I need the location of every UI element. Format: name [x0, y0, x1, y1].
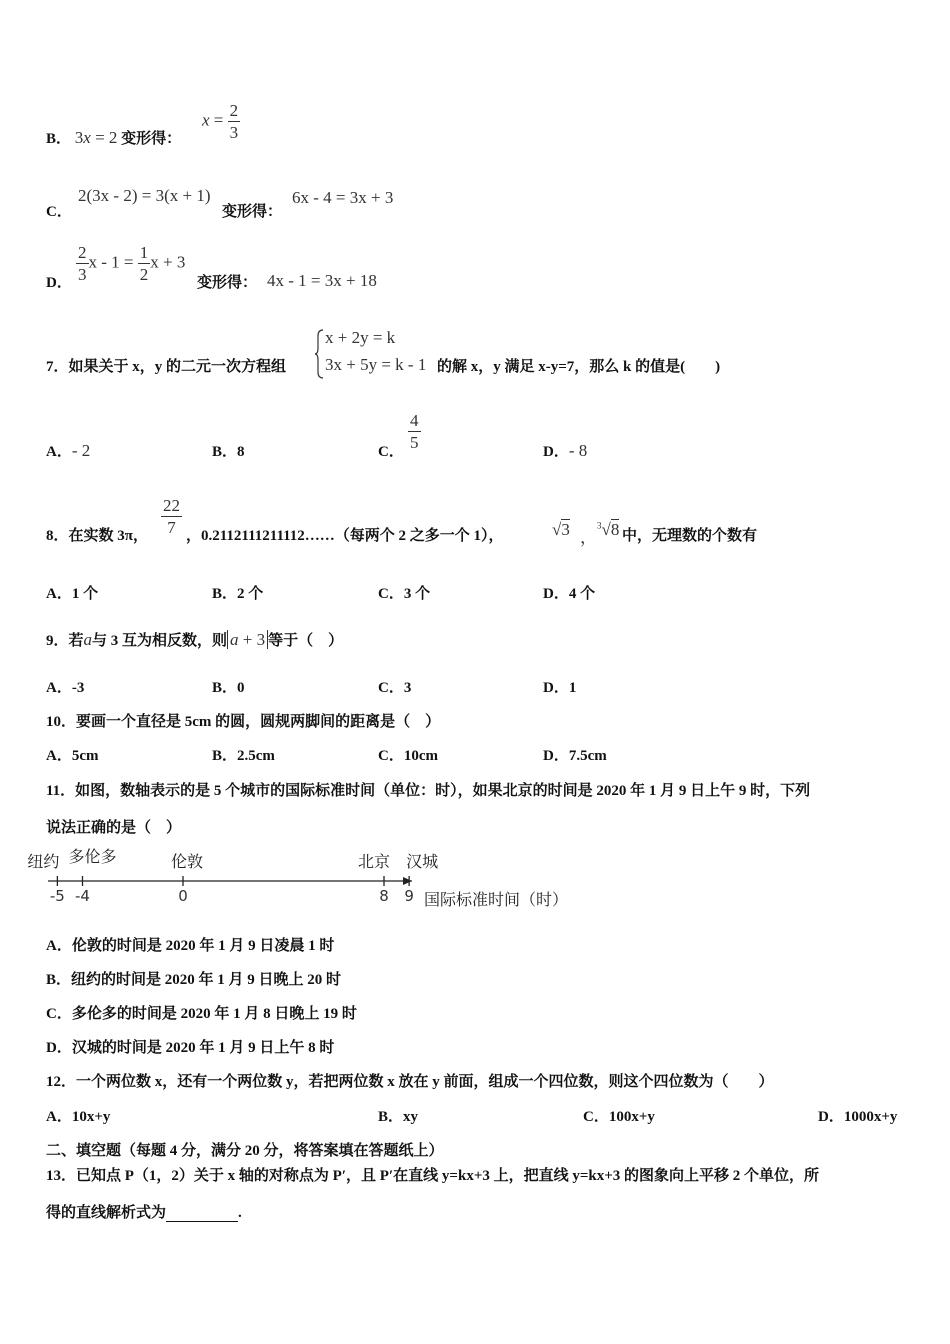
q9-option-d: D．1: [543, 680, 577, 696]
q8-option-a: A．1 个: [46, 586, 99, 602]
q9-stem: 9．若a与 3 互为相反数，则 a + 3 等于（ ）: [46, 630, 344, 649]
q10-option-c: C．10cm: [378, 748, 438, 764]
q8-stem-post: 中，无理数的个数有: [622, 528, 758, 544]
q11-option-a: A．伦敦的时间是 2020 年 1 月 9 日凌晨 1 时: [46, 938, 335, 954]
q8-option-b: B．2 个: [212, 586, 264, 602]
q6-c-equation: 2(3x - 2) = 3(x + 1): [78, 186, 211, 205]
q7-option-c-fraction: $\frac{4}{5}$: [410, 411, 419, 452]
city-label: 伦敦: [171, 852, 204, 871]
transform-label: 变形得：: [121, 131, 182, 147]
q6-d-transform: 变形得：: [197, 275, 258, 291]
equation-1: x + 2y = k: [325, 328, 396, 347]
axis-arrow-icon: [403, 877, 412, 885]
option-label: B．: [46, 131, 72, 147]
q11-stem-line2: 说法正确的是（ ）: [46, 820, 182, 836]
q12-option-b: B．xy: [378, 1109, 419, 1125]
q6-option-d-label: D．: [46, 275, 72, 291]
axis-label: 国际标准时间（时）: [424, 890, 569, 909]
q7-stem-post: 的解 x，y 满足 x-y=7，那么 k 的值是( ): [437, 359, 721, 375]
tick-label: 9: [404, 887, 414, 905]
tick-label: 0: [178, 887, 188, 905]
q7-stem-pre: 7．如果关于 x，y 的二元一次方程组: [46, 359, 287, 375]
q8-stem-pre: 8．在实数 3π，: [46, 528, 148, 544]
answer-blank[interactable]: [166, 1207, 238, 1222]
q11-option-b: B．纽约的时间是 2020 年 1 月 9 日晚上 20 时: [46, 972, 342, 988]
q13-line1: 13．已知点 P（1，2）关于 x 轴的对称点为 P′，且 P′在直线 y=kx+3 上，把直线 y=kx+3 的图象向上平移 2 个单位，所: [46, 1168, 820, 1184]
q10-option-d: D．7.5cm: [543, 748, 607, 764]
q8-comma: ，: [580, 528, 597, 547]
q12-stem: 12．一个两位数 x，还有一个两位数 y，若把两位数 x 放在 y 前面，组成一个四位数，则这个四位数为（ ）: [46, 1074, 774, 1090]
q9-option-c: C．3: [378, 680, 412, 696]
city-label: 纽约: [27, 852, 60, 871]
q6-option-b: [46, 127, 181, 148]
variable-a: a: [83, 630, 93, 649]
section-title: 二、填空题（每题 4 分，满分 20 分，将答案填在答题纸上）: [46, 1143, 444, 1159]
q13-line2: 得的直线解析式为 .: [46, 1205, 242, 1221]
q6-d-equation: $\frac{2}{3}$ x - 1 = $\frac{1}{2}$ x + 3: [78, 243, 186, 284]
q8-option-c: C．3 个: [378, 586, 431, 602]
q8-cbrt: $^3$√8: [597, 520, 620, 539]
q11-option-c: C．多伦多的时间是 2020 年 1 月 8 日晚上 19 时: [46, 1006, 357, 1022]
q10-stem: 10．要画一个直径是 5cm 的圆，圆规两脚间的距离是（ ）: [46, 714, 441, 730]
q8-fraction: $\frac{22}{7}$: [163, 496, 180, 537]
q11-option-d: D．汉城的时间是 2020 年 1 月 9 日上午 8 时: [46, 1040, 335, 1056]
q9-option-a: A．-3: [46, 680, 85, 696]
q7-option-a: A．- 2: [46, 441, 91, 460]
q6-option-c-label: C．: [46, 204, 72, 220]
equation-2: 3x + 5y = k - 1: [325, 355, 427, 374]
q6-d-result: 4x - 1 = 3x + 18: [267, 271, 377, 290]
city-label: 多伦多: [68, 847, 117, 866]
q6-b-result: x = $\frac{2}{3}$: [202, 101, 239, 142]
q7-option-b: B．8: [212, 444, 245, 460]
q7-option-c-label: C．: [378, 444, 404, 460]
q10-option-b: B．2.5cm: [212, 748, 275, 764]
q6-c-transform: 变形得：: [222, 204, 283, 220]
tick-label: 8: [379, 887, 389, 905]
tick-label: -4: [75, 887, 90, 905]
q6-c-result: 6x - 4 = 3x + 3: [292, 188, 394, 207]
q11-stem-line1: 11．如图，数轴表示的是 5 个城市的国际标准时间（单位：时），如果北京的时间是 2020 年 1 月 9 日上午 9 时，下列: [46, 783, 811, 799]
q10-option-a: A．5cm: [46, 748, 99, 764]
q12-option-d: D．1000x+y: [818, 1109, 898, 1125]
city-label: 汉城: [406, 852, 439, 871]
q12-option-c: C．100x+y: [583, 1109, 655, 1125]
q8-stem-mid: ，0.2112111211112……（每两个 2 之多一个 1），: [186, 528, 504, 544]
q9-option-b: B．0: [212, 680, 245, 696]
tick-label: -5: [49, 887, 65, 905]
number-line-figure: [0, 840, 620, 920]
abs-expression: a + 3: [227, 630, 268, 649]
equation: 3x = 2: [74, 128, 118, 147]
q8-sqrt: √3: [552, 520, 570, 539]
q7-option-d: D．- 8: [543, 441, 588, 460]
q12-option-a: A．10x+y: [46, 1109, 111, 1125]
brace-icon: [315, 328, 325, 380]
city-label: 北京: [358, 852, 391, 871]
q8-option-d: D．4 个: [543, 586, 596, 602]
